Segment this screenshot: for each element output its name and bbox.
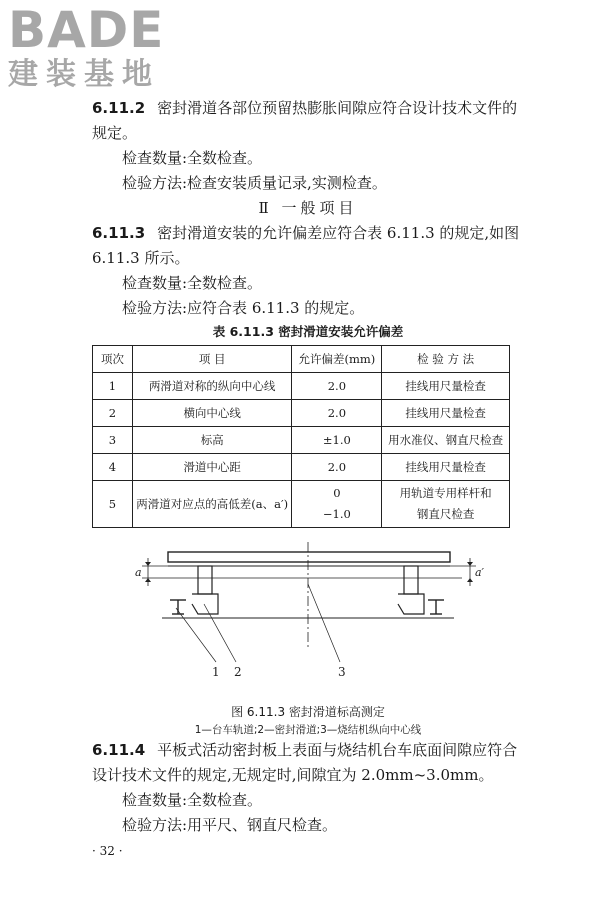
logo-brand: BADE — [8, 1, 165, 59]
row-item: 两滑道对应点的高低差(a、a′) — [132, 481, 292, 528]
figure-6-11-3 — [92, 542, 524, 702]
row-number: 1 — [93, 373, 133, 400]
clause-text: 平板式活动密封板上表面与烧结机台车底面间隙应符合 — [157, 741, 518, 759]
check-method: 检验方法:用平尺、钢直尺检查。 — [122, 816, 338, 834]
deviation-line: 0 — [333, 486, 341, 500]
section-heading: Ⅱ 一般项目 — [258, 199, 358, 217]
logo — [8, 1, 178, 92]
row-item: 两滑道对称的纵向中心线 — [132, 373, 292, 400]
clause-number: 6.11.2 — [92, 99, 146, 117]
deviation-line: −1.0 — [322, 507, 351, 521]
check-quantity: 检查数量:全数检查。 — [122, 791, 263, 809]
sliding-rail — [168, 552, 450, 562]
clause-text-cont: 6.11.3 所示。 — [92, 249, 190, 267]
right-bracket — [398, 594, 424, 614]
callout-2: 2 — [234, 665, 242, 679]
clause-text-cont: 规定。 — [92, 124, 138, 142]
deviation-table — [92, 345, 510, 528]
row-deviation: 2.0 — [292, 454, 382, 481]
dimension-a: a — [135, 566, 142, 579]
table-row — [93, 400, 510, 427]
row-item: 标高 — [132, 427, 292, 454]
page-number: · 32 · — [92, 844, 123, 858]
method-line: 钢直尺检查 — [416, 507, 475, 521]
row-deviation: 2.0 — [292, 400, 382, 427]
check-quantity: 检查数量:全数检查。 — [122, 274, 263, 292]
table-header-row — [93, 346, 510, 373]
clause-text-cont: 设计技术文件的规定,无规定时,间隙宜为 2.0mm~3.0mm。 — [92, 766, 494, 784]
row-method: 挂线用尺量检查 — [382, 400, 510, 427]
row-number: 4 — [93, 454, 133, 481]
row-number: 2 — [93, 400, 133, 427]
logo-subtitle: 建装基地 — [8, 57, 160, 92]
row-method: 挂线用尺量检查 — [382, 454, 510, 481]
figure-legend: 1—台车轨道;2—密封滑道;3—烧结机纵向中心线 — [194, 724, 422, 736]
check-method: 检验方法:检查安装质量记录,实测检查。 — [122, 174, 387, 192]
page-content — [92, 96, 524, 862]
row-method: 用水准仪、钢直尺检查 — [382, 427, 510, 454]
row-number: 3 — [93, 427, 133, 454]
table-row — [93, 481, 510, 528]
row-number: 5 — [93, 481, 133, 528]
header-cell: 检 验 方 法 — [382, 346, 510, 373]
check-quantity: 检查数量:全数检查。 — [122, 149, 263, 167]
row-deviation — [292, 481, 382, 528]
header-cell: 项 目 — [132, 346, 292, 373]
method-line: 用轨道专用样杆和 — [399, 486, 492, 500]
left-support — [198, 566, 212, 594]
clause-number: 6.11.4 — [92, 741, 146, 759]
row-deviation: 2.0 — [292, 373, 382, 400]
row-deviation: ±1.0 — [292, 427, 382, 454]
table-row — [93, 454, 510, 481]
table-title: 表 6.11.3 密封滑道安装允许偏差 — [212, 324, 404, 339]
clause-6-11-4 — [92, 738, 524, 763]
leader-3 — [308, 584, 340, 662]
header-cell: 允许偏差(mm) — [292, 346, 382, 373]
row-item: 滑道中心距 — [132, 454, 292, 481]
rail-elevation-diagram — [92, 542, 524, 702]
clause-text: 密封滑道各部位预留热膨胀间隙应符合设计技术文件的 — [157, 99, 518, 117]
leader-2 — [204, 604, 236, 662]
clause-6-11-3 — [92, 221, 524, 246]
clause-text: 密封滑道安装的允许偏差应符合表 6.11.3 的规定,如图 — [157, 224, 520, 242]
figure-caption: 图 6.11.3 密封滑道标高测定 — [231, 705, 385, 719]
table-row — [93, 373, 510, 400]
header-cell: 项次 — [93, 346, 133, 373]
right-support — [404, 566, 418, 594]
callout-3: 3 — [338, 665, 346, 679]
callout-1: 1 — [212, 665, 220, 679]
row-item: 横向中心线 — [132, 400, 292, 427]
check-method: 检验方法:应符合表 6.11.3 的规定。 — [122, 299, 365, 317]
leader-1 — [176, 608, 216, 662]
clause-6-11-2 — [92, 96, 524, 121]
row-method: 挂线用尺量检查 — [382, 373, 510, 400]
row-method — [382, 481, 510, 528]
dimension-a-prime: a′ — [475, 566, 485, 579]
table-row — [93, 427, 510, 454]
clause-number: 6.11.3 — [92, 224, 146, 242]
left-bracket — [192, 594, 218, 614]
